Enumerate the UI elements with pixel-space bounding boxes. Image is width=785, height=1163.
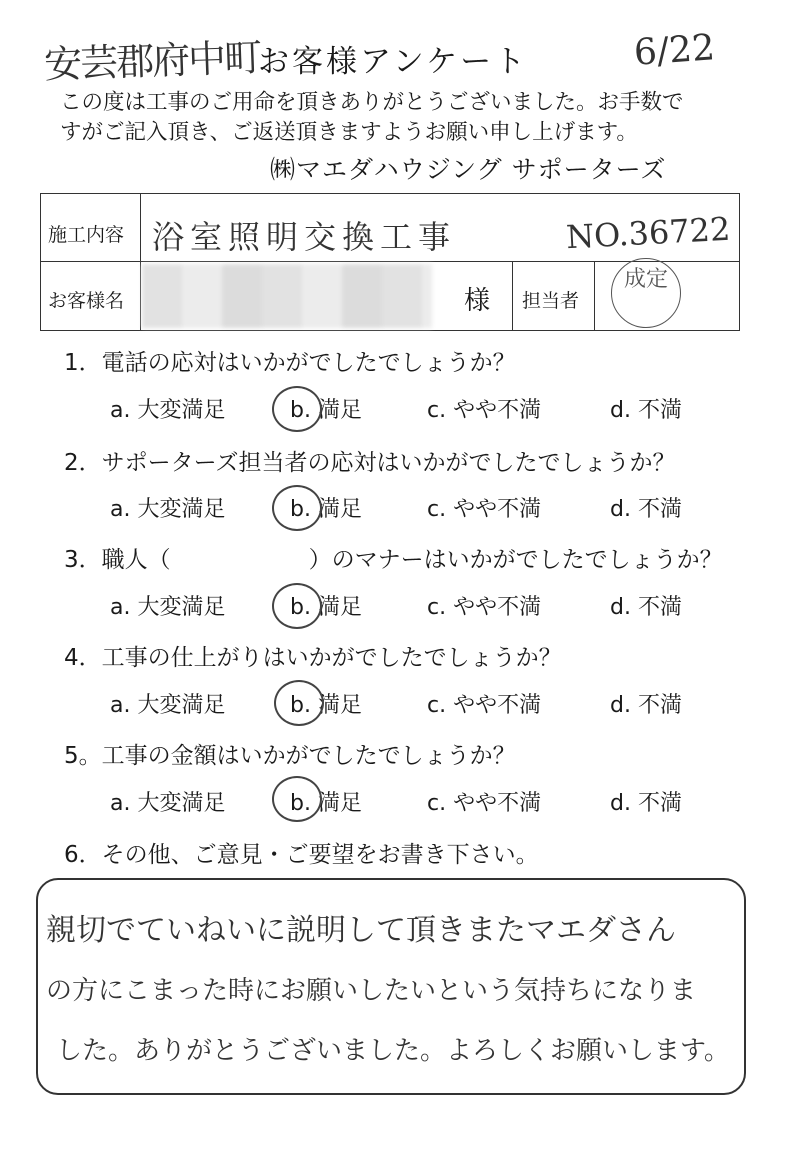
question-5: 5。工事の金額はいかがでしたでしょうか？ <box>64 743 516 769</box>
option-d[interactable]: d. 不満 <box>610 693 682 718</box>
option-c[interactable]: c. やや不満 <box>427 398 542 423</box>
option-c[interactable]: c. やや不満 <box>427 693 542 718</box>
page-title: お客様アンケート <box>258 44 529 80</box>
option-b[interactable]: b. 満足 <box>290 497 362 522</box>
option-d[interactable]: d. 不満 <box>610 791 682 816</box>
selected-answer-circle <box>272 485 322 531</box>
comment-line-1: 親切でていねいに説明して頂きまたマエダさん <box>46 913 676 948</box>
location-handwritten: 安芸郡府中町 <box>43 35 261 87</box>
option-b[interactable]: b. 満足 <box>290 693 362 718</box>
selected-answer-circle <box>272 583 322 629</box>
selected-answer-circle <box>274 680 324 726</box>
option-c[interactable]: c. やや不満 <box>427 791 542 816</box>
option-c[interactable]: c. やや不満 <box>427 595 542 620</box>
option-b[interactable]: b. 満足 <box>290 398 362 423</box>
staff-label: 担当者 <box>522 290 580 312</box>
question-3: 3．職人（ ）のマナーはいかがでしたでしょうか？ <box>64 547 723 573</box>
option-b[interactable]: b. 満足 <box>290 595 362 620</box>
info-col-divider <box>140 193 141 331</box>
info-col-divider-2 <box>512 262 513 331</box>
info-col-divider-3 <box>594 262 595 331</box>
date-handwritten: 6/22 <box>632 27 717 74</box>
option-a[interactable]: a. 大変満足 <box>110 398 226 423</box>
question-6: 6．その他、ご意見・ご要望をお書き下さい。 <box>64 842 539 868</box>
option-a[interactable]: a. 大変満足 <box>110 791 226 816</box>
intro-line-1: この度は工事のご用命を頂きありがとうございました。お手数で <box>60 90 684 115</box>
comment-line-2: の方にこまった時にお願いしたいという気持ちになりま <box>46 976 697 1006</box>
option-c[interactable]: c. やや不満 <box>427 497 542 522</box>
staff-stamp: 成定 <box>611 258 681 328</box>
work-number: NO.36722 <box>565 209 732 257</box>
option-a[interactable]: a. 大変満足 <box>110 595 226 620</box>
option-b[interactable]: b. 満足 <box>290 791 362 816</box>
question-1: 1．電話の応対はいかがでしたでしょうか？ <box>64 350 516 376</box>
selected-answer-circle <box>272 386 322 432</box>
work-label: 施工内容 <box>48 224 125 246</box>
option-a[interactable]: a. 大変満足 <box>110 693 226 718</box>
option-d[interactable]: d. 不満 <box>610 595 682 620</box>
option-d[interactable]: d. 不満 <box>610 398 682 423</box>
selected-answer-circle <box>272 776 322 822</box>
intro-text <box>60 88 684 148</box>
customer-name-redacted <box>142 264 432 328</box>
intro-line-2: すがご記入頂き、ご返送頂きますようお願い申し上げます。 <box>60 120 638 145</box>
company-name: ㈱マエダハウジング サポーターズ <box>270 155 667 184</box>
option-a[interactable]: a. 大変満足 <box>110 497 226 522</box>
question-2: 2．サポーターズ担当者の応対はいかがでしたでしょうか？ <box>64 450 676 476</box>
option-d[interactable]: d. 不満 <box>610 497 682 522</box>
customer-suffix: 様 <box>464 286 491 316</box>
comment-line-3: した。ありがとうございました。よろしくお願いします。 <box>56 1036 730 1066</box>
work-value[interactable]: 浴室照明交換工事 <box>152 218 457 256</box>
question-4: 4．工事の仕上がりはいかがでしたでしょうか？ <box>64 645 562 671</box>
customer-label: お客様名 <box>48 290 125 312</box>
